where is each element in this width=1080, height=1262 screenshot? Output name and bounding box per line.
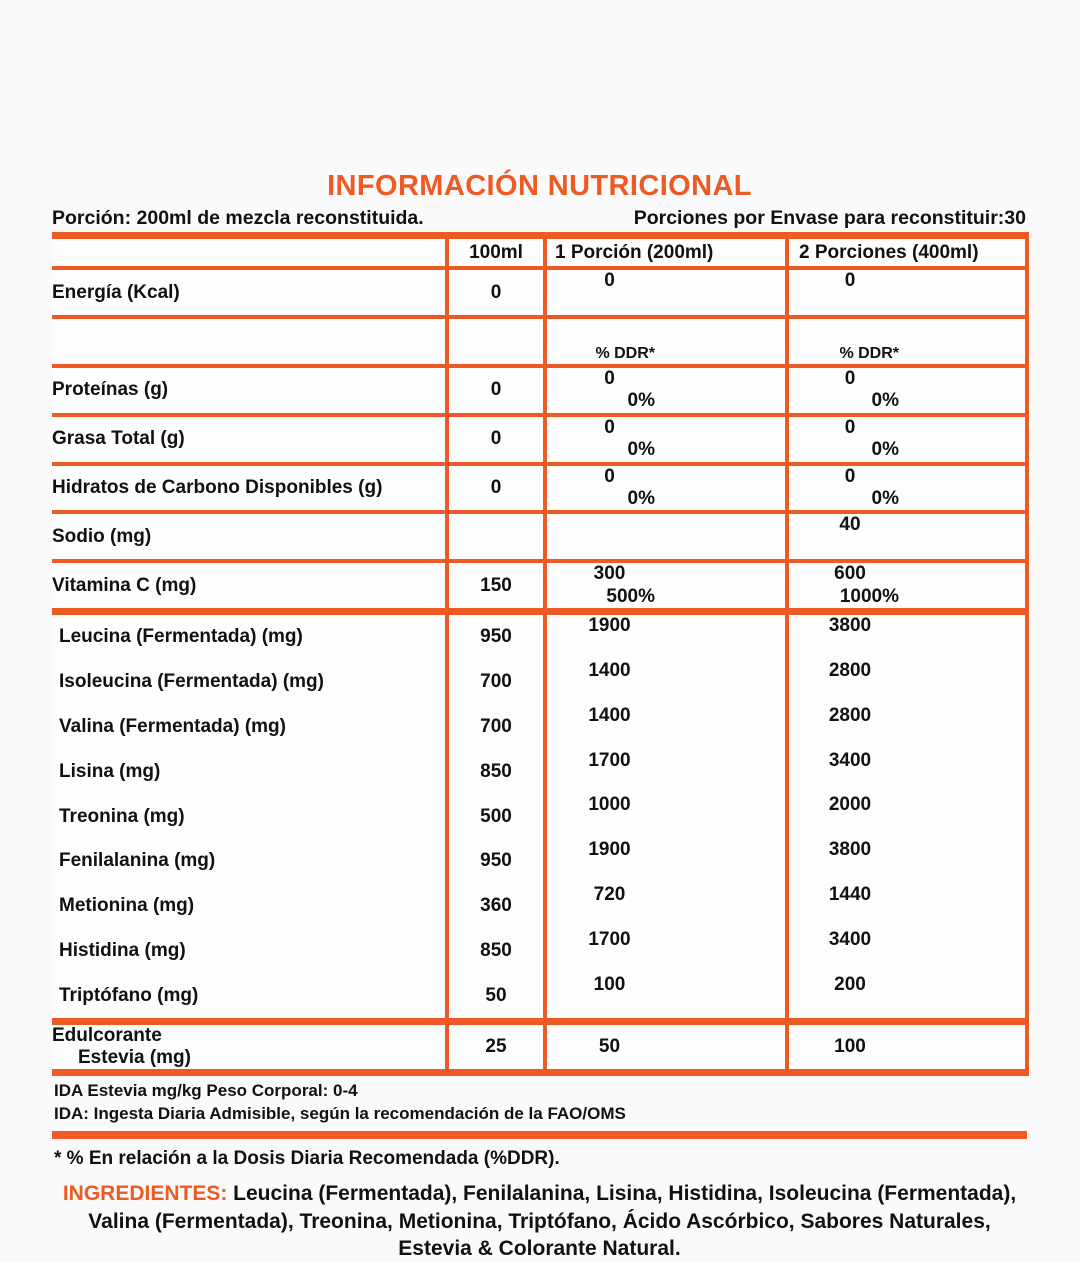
table-row: [52, 268, 1027, 317]
table-row: [52, 612, 1027, 660]
header-label: 1 Porción (200ml): [555, 241, 714, 263]
cell-value: 0: [604, 416, 615, 438]
cell-100ml: 700: [447, 705, 545, 750]
cell-100ml: 0: [447, 464, 545, 513]
table-row: [52, 660, 1027, 705]
cell-value: 720: [593, 883, 626, 905]
cell-value: 0: [604, 270, 615, 292]
cell-2-porciones: [787, 268, 1027, 317]
cell-2-porciones: [787, 612, 1027, 660]
cell-100ml: 360: [447, 884, 545, 929]
ingredients-block: [52, 1180, 1027, 1262]
table-bottom-rule: [52, 1073, 1027, 1077]
ddr-label: % DDR*: [595, 344, 655, 362]
row-label: Valina (Fermentada) (mg): [52, 705, 447, 750]
cell-ddr: 500%: [606, 585, 655, 607]
cell-1-porcion: [545, 366, 787, 415]
cell-value: 2800: [828, 659, 872, 681]
cell-100ml: 0: [447, 268, 545, 317]
ingredients-heading: INGREDIENTES:: [62, 1182, 228, 1206]
cell-value: 600: [834, 563, 866, 585]
header-100ml: 100ml: [447, 236, 545, 269]
cell-100ml: 500: [447, 794, 545, 839]
row-label: Triptófano (mg): [52, 974, 447, 1022]
cell-value: 3800: [828, 839, 872, 861]
table-row: [52, 512, 1027, 561]
cell-2-porciones: [787, 839, 1027, 884]
ddr-2-porciones: [787, 317, 1027, 366]
row-label: Metionina (mg): [52, 884, 447, 929]
cell-value: 2000: [828, 794, 872, 816]
row-label: Proteínas (g): [52, 366, 447, 415]
header-1-porcion: [545, 236, 787, 269]
ddr-label: % DDR*: [839, 344, 899, 362]
cell-1-porcion: [545, 929, 787, 974]
cell-ddr: 0%: [871, 488, 899, 510]
cell-value: 1900: [588, 615, 631, 637]
cell-value: 1900: [588, 839, 631, 861]
cell-100ml: 700: [447, 660, 545, 705]
cell-1-porcion: [545, 268, 787, 317]
table-row: [52, 839, 1027, 884]
row-label: Isoleucina (Fermentada) (mg): [52, 660, 447, 705]
table-row: [52, 415, 1027, 464]
header-label: 2 Porciones (400ml): [799, 241, 979, 263]
cell-1-porcion: [545, 705, 787, 750]
rule: [787, 1073, 1027, 1077]
table-row: [52, 464, 1027, 513]
table-header-row: [52, 236, 1027, 269]
cell-2-porciones: [787, 415, 1027, 464]
nutrition-label: [52, 172, 1027, 1262]
cell-value: 100: [593, 973, 626, 995]
table-row: [52, 705, 1027, 750]
cell-1-porcion: [545, 839, 787, 884]
cell-1-porcion: [545, 512, 787, 561]
cell-value: 0: [604, 368, 615, 390]
table-row: [52, 561, 1027, 611]
cell-value: 1000: [588, 794, 631, 816]
row-label: Histidina (mg): [52, 929, 447, 974]
cell-2-porciones: [787, 1022, 1027, 1073]
cell-2-porciones: [787, 929, 1027, 974]
cell-value: 100: [834, 1036, 866, 1058]
table-row: [52, 794, 1027, 839]
cell-value: 3400: [828, 749, 872, 771]
cell-100ml: 0: [447, 366, 545, 415]
row-label: Fenilalanina (mg): [52, 839, 447, 884]
cell-100ml: 850: [447, 929, 545, 974]
header-blank: [52, 236, 447, 269]
cell-value: 0: [604, 465, 615, 487]
cell-1-porcion: [545, 794, 787, 839]
rule: [52, 1073, 447, 1077]
cell-value: 2800: [828, 704, 872, 726]
cell-2-porciones: [787, 884, 1027, 929]
section-divider: [52, 1131, 1027, 1139]
cell-100ml: 0: [447, 415, 545, 464]
cell-1-porcion: [545, 750, 787, 795]
cell-value: 1700: [588, 749, 631, 771]
header-2-porciones: [787, 236, 1027, 269]
cell-2-porciones: [787, 464, 1027, 513]
rule: [545, 1073, 787, 1077]
row-label: Treonina (mg): [52, 794, 447, 839]
cell-value: 1700: [588, 928, 631, 950]
nutrition-table: [52, 232, 1029, 1076]
ddr-1-porcion: [545, 317, 787, 366]
ddr-header-row: [52, 317, 1027, 366]
cell-value: 50: [598, 1036, 621, 1058]
cell-value: 40: [839, 514, 861, 536]
cell-value: 0: [844, 416, 856, 438]
cell-value: 0: [844, 270, 856, 292]
row-sublabel: Estevia (mg): [78, 1047, 191, 1069]
ddr-footnote: * % En relación a la Dosis Diaria Recomendada (%DDR).: [54, 1148, 560, 1170]
cell-value: 3800: [828, 615, 872, 637]
cell-2-porciones: [787, 794, 1027, 839]
cell-100ml: [447, 512, 545, 561]
cell-value: 1440: [828, 883, 872, 905]
cell-1-porcion: [545, 974, 787, 1022]
table-row: [52, 974, 1027, 1022]
cell-value: 200: [834, 973, 866, 995]
cell-2-porciones: [787, 974, 1027, 1022]
table-row: [52, 750, 1027, 795]
cell-2-porciones: [787, 512, 1027, 561]
ida-note-1: IDA Estevia mg/kg Peso Corporal: 0-4: [54, 1081, 358, 1101]
row-label: Hidratos de Carbono Disponibles (g): [52, 464, 447, 513]
cell-100ml: 950: [447, 839, 545, 884]
serving-size: Porción: 200ml de mezcla reconstituida.: [52, 207, 424, 229]
cell-value: 0: [844, 465, 856, 487]
nutrition-table-body: [52, 236, 1027, 1077]
cell-100ml: 150: [447, 561, 545, 611]
cell-100ml: 850: [447, 750, 545, 795]
page-title: INFORMACIÓN NUTRICIONAL: [327, 170, 752, 202]
cell-ddr: 0%: [627, 439, 655, 461]
serving-info-row: [52, 207, 1027, 229]
ida-note-2: IDA: Ingesta Diaria Admisible, según la recomendación de la FAO/OMS: [54, 1104, 626, 1124]
cell-2-porciones: [787, 366, 1027, 415]
table-row: [52, 884, 1027, 929]
cell-2-porciones: [787, 660, 1027, 705]
ingredients-text: Leucina (Fermentada), Fenilalanina, Lisina, Histidina, Isoleucina (Fermentada), Valina (Fermentada), Treonina, Metionina, Triptófano, Ácido Ascórbico, Sabores Naturales, Estevia & Colorante Natural.: [88, 1182, 1017, 1260]
servings-per-container: Porciones por Envase para reconstituir:30: [633, 207, 1026, 229]
cell-1-porcion: [545, 415, 787, 464]
row-label: Edulcorante Estevia (mg): [52, 1022, 447, 1073]
cell-1-porcion: [545, 660, 787, 705]
cell-1-porcion: [545, 884, 787, 929]
cell-ddr: 1000%: [839, 585, 899, 607]
cell-2-porciones: [787, 561, 1027, 611]
cell-1-porcion: [545, 612, 787, 660]
row-label: Energía (Kcal): [52, 268, 447, 317]
cell-1-porcion: [545, 464, 787, 513]
table-row: [52, 929, 1027, 974]
cell-value: 300: [593, 563, 626, 585]
cell-100ml: 950: [447, 612, 545, 660]
cell-100ml: [447, 317, 545, 366]
cell-ddr: 0%: [627, 488, 655, 510]
rule: [447, 1073, 545, 1077]
row-label: Lisina (mg): [52, 750, 447, 795]
row-label: Grasa Total (g): [52, 415, 447, 464]
cell-2-porciones: [787, 750, 1027, 795]
table-row: [52, 366, 1027, 415]
ddr-blank: [52, 317, 447, 366]
cell-2-porciones: [787, 705, 1027, 750]
cell-value: 1400: [588, 659, 631, 681]
cell-ddr: 0%: [871, 390, 899, 412]
cell-1-porcion: [545, 1022, 787, 1073]
row-label: Vitamina C (mg): [52, 561, 447, 611]
cell-ddr: 0%: [871, 439, 899, 461]
cell-value: 3400: [828, 928, 872, 950]
cell-ddr: 0%: [627, 390, 655, 412]
cell-100ml: 25: [447, 1022, 545, 1073]
cell-value: 1400: [588, 704, 631, 726]
row-label: Sodio (mg): [52, 512, 447, 561]
row-label: Leucina (Fermentada) (mg): [52, 612, 447, 660]
cell-value: 0: [844, 368, 856, 390]
cell-100ml: 50: [447, 974, 545, 1022]
cell-1-porcion: [545, 561, 787, 611]
